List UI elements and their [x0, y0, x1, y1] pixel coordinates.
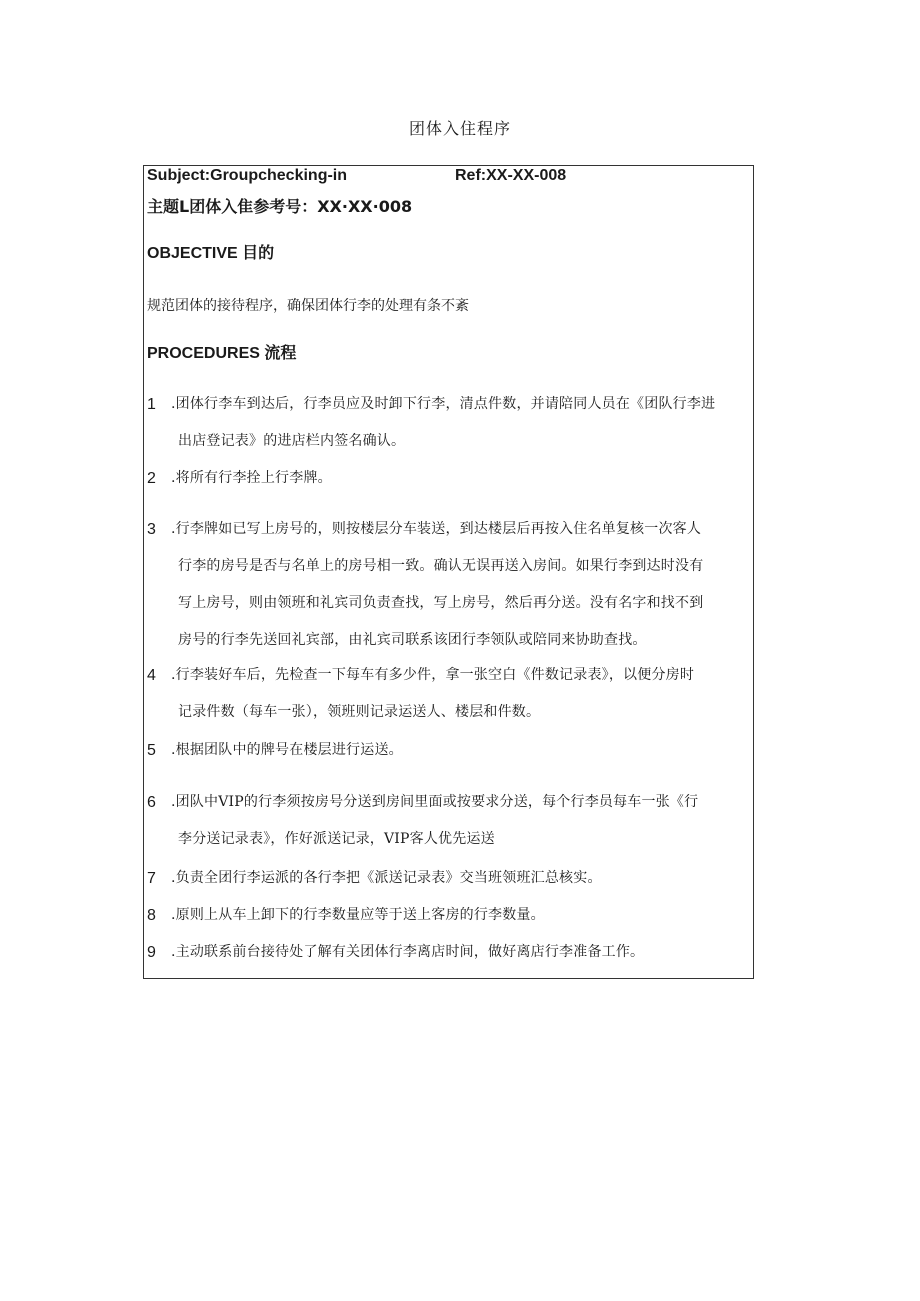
procedure-number: 9: [147, 944, 156, 961]
objective-heading: OBJECTIVE 目的: [147, 245, 275, 262]
procedure-number: 3: [147, 521, 156, 538]
procedure-text: .行李牌如已写上房号的，则按楼层分车装送，到达楼层后再按入住名单复核一次客人 行李的房号是否与名单上的房号相一致。确认无误再送入房间。如果行李到达时没有 写上房号，则由领班和礼宾司负责查找，写上房号，然后再分送。没有名字和找不到 房号的行李先送回礼宾部，由礼宾司联系该团行李领队或陪同来协助查找。: [171, 521, 704, 648]
procedure-text: .负责全团行李运派的各行李把《派送记录表》交当班领班汇总核实。: [171, 870, 602, 886]
procedure-text: .团体行李车到达后，行李员应及时卸下行李，清点件数，并请陪同人员在《团队行李进 出店登记表》的进店栏内签名确认。: [171, 396, 716, 449]
procedures-heading: PROCEDURES 流程: [147, 345, 297, 362]
procedure-box: [143, 165, 754, 979]
subject-line: Subject:Groupchecking-in: [147, 167, 348, 184]
subject-line-chinese: 主题L团体入隹参考号：XX·XX·008: [147, 197, 413, 216]
procedure-number: 8: [147, 907, 156, 924]
procedure-text: .行李装好车后，先检查一下每车有多少件，拿一张空白《件数记录表》，以便分房时 记录件数（每车一张），领班则记录运送人、楼层和件数。: [171, 667, 695, 720]
document-title: 团体入住程序: [408, 119, 511, 138]
procedure-text: .团队中VIP的行李须按房号分送到房间里面或按要求分送，每个行李员每车一张《行 李分送记录表》，作好派送记录，VIP客人优先运送: [171, 794, 699, 847]
procedure-text: .将所有行李拴上行李牌。: [171, 470, 332, 486]
procedure-text: .根据团队中的牌号在楼层进行运送。: [171, 742, 403, 758]
procedure-text: .原则上从车上卸下的行李数量应等于送上客房的行李数量。: [171, 907, 545, 923]
procedure-number: 1: [147, 396, 156, 413]
procedure-number: 4: [147, 667, 156, 684]
objective-text: 规范团体的接待程序，确保团体行李的处理有条不紊: [147, 298, 469, 314]
procedure-text: .主动联系前台接待处了解有关团体行李离店时间，做好离店行李准备工作。: [171, 944, 645, 960]
procedure-number: 6: [147, 794, 156, 811]
reference-number: Ref:XX-XX-008: [455, 167, 567, 184]
procedure-number: 5: [147, 742, 156, 759]
procedure-number: 2: [147, 470, 156, 487]
procedure-number: 7: [147, 870, 156, 887]
